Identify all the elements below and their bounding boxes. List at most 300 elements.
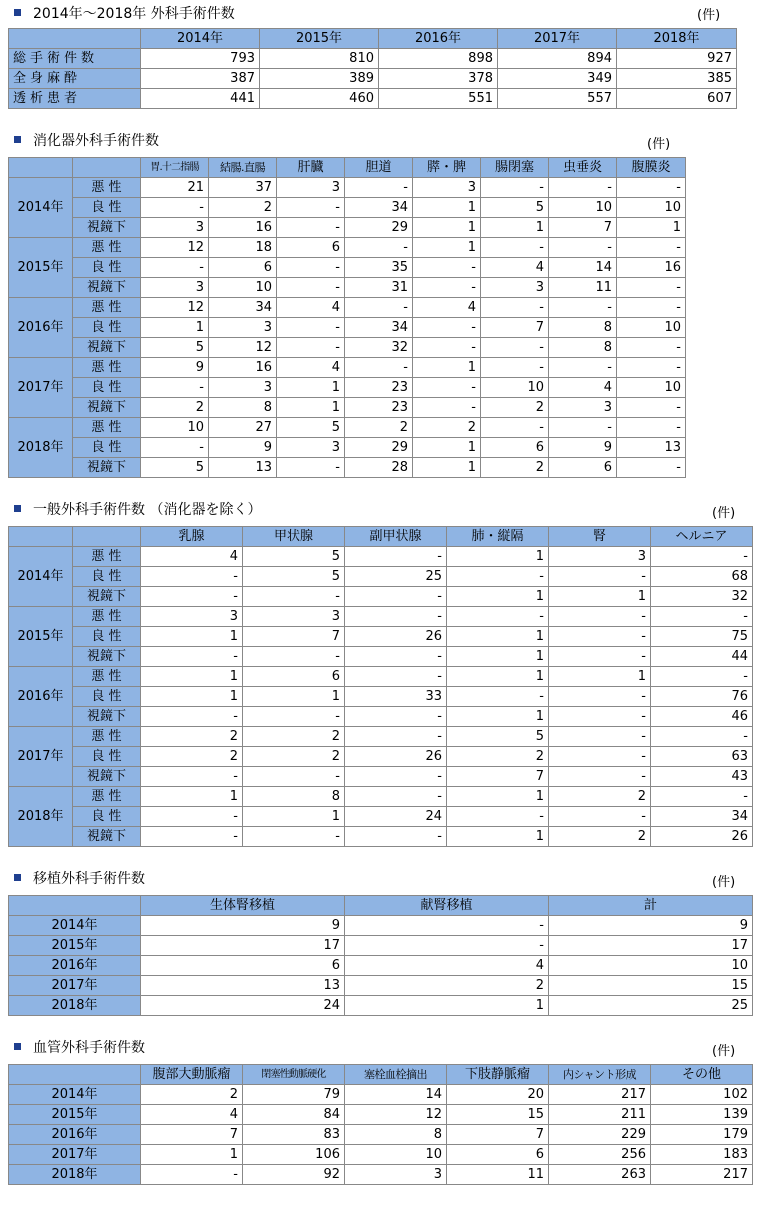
table-cell: -: [447, 687, 549, 707]
table-cell: 1: [447, 787, 549, 807]
table-cell: 13: [617, 438, 686, 458]
table-cell: -: [141, 767, 243, 787]
column-header: 内シャント形成: [549, 1065, 651, 1085]
table-cell: -: [345, 607, 447, 627]
table-row: [9, 218, 686, 238]
table-header-row: [9, 1065, 753, 1085]
table-row: [9, 238, 686, 258]
table-cell: 9: [141, 916, 345, 936]
table-cell: -: [243, 587, 345, 607]
row-header: 透析患者: [9, 89, 141, 109]
table-cell: -: [141, 707, 243, 727]
table-cell: 1: [277, 398, 345, 418]
table-cell: -: [345, 727, 447, 747]
table-cell: 6: [141, 956, 345, 976]
table-cell: -: [277, 198, 345, 218]
table-cell: 3: [277, 438, 345, 458]
table-cell: 10: [617, 378, 686, 398]
row-type-label: 良 性: [73, 318, 141, 338]
table-row: [9, 69, 737, 89]
table-cell: -: [413, 378, 481, 398]
transplant-surgery-table: [8, 895, 753, 1016]
table-cell: 9: [141, 358, 209, 378]
table-cell: -: [141, 378, 209, 398]
table-cell: -: [413, 338, 481, 358]
table-cell: 2: [345, 976, 549, 996]
year-label: 2016年: [9, 1125, 141, 1145]
table-cell: 63: [651, 747, 753, 767]
column-header: 胆道: [345, 158, 413, 178]
table-cell: -: [617, 278, 686, 298]
table-cell: 15: [549, 976, 753, 996]
table-row: [9, 667, 753, 687]
table-cell: 35: [345, 258, 413, 278]
row-type-label: 視鏡下: [73, 587, 141, 607]
table-cell: 7: [481, 318, 549, 338]
table-cell: 378: [379, 69, 498, 89]
column-header: 2017年: [498, 29, 617, 49]
year-label: 2018年: [9, 787, 73, 847]
table-cell: 5: [243, 567, 345, 587]
table-cell: 2: [481, 398, 549, 418]
year-label: 2014年: [9, 916, 141, 936]
column-header: 甲状腺: [243, 527, 345, 547]
table-cell: -: [617, 358, 686, 378]
table-row: [9, 547, 753, 567]
row-type-label: 悪 性: [73, 547, 141, 567]
table-cell: -: [345, 587, 447, 607]
year-label: 2014年: [9, 178, 73, 238]
table-cell: -: [277, 318, 345, 338]
table-cell: 10: [141, 418, 209, 438]
table-cell: 1: [447, 667, 549, 687]
table-cell: 10: [481, 378, 549, 398]
table-cell: 2: [481, 458, 549, 478]
table-cell: 2: [447, 747, 549, 767]
column-header: ヘルニア: [651, 527, 753, 547]
table-cell: 24: [345, 807, 447, 827]
section-2-title: 消化器外科手術件数: [14, 132, 159, 150]
table-cell: 5: [141, 458, 209, 478]
table-cell: -: [549, 727, 651, 747]
table-cell: 3: [549, 398, 617, 418]
table-cell: -: [651, 727, 753, 747]
table-cell: 8: [549, 318, 617, 338]
table-cell: 17: [141, 936, 345, 956]
table-row: [9, 338, 686, 358]
table-cell: 5: [277, 418, 345, 438]
table-row: [9, 1125, 753, 1145]
table-cell: -: [549, 298, 617, 318]
table-cell: 102: [651, 1085, 753, 1105]
year-label: 2017年: [9, 727, 73, 787]
column-header: 腸閉塞: [481, 158, 549, 178]
table-cell: 1: [447, 707, 549, 727]
table-row: [9, 587, 753, 607]
table-cell: 1: [413, 438, 481, 458]
row-type-label: 良 性: [73, 687, 141, 707]
table-cell: 441: [141, 89, 260, 109]
column-header: 下肢静脈瘤: [447, 1065, 549, 1085]
table-cell: 15: [447, 1105, 549, 1125]
table-row: [9, 567, 753, 587]
table-cell: 349: [498, 69, 617, 89]
table-cell: 3: [209, 318, 277, 338]
table-cell: 6: [481, 438, 549, 458]
table-cell: -: [481, 298, 549, 318]
table-cell: 3: [549, 547, 651, 567]
table-cell: 1: [141, 318, 209, 338]
table-cell: 557: [498, 89, 617, 109]
bullet-square-icon: [14, 9, 21, 16]
table-cell: -: [345, 787, 447, 807]
table-cell: 25: [549, 996, 753, 1016]
table-cell: -: [617, 298, 686, 318]
table-cell: 9: [209, 438, 277, 458]
column-header: 結腸.直腸: [209, 158, 277, 178]
table-cell: 92: [243, 1165, 345, 1185]
table-cell: -: [447, 807, 549, 827]
unit-label: (件): [697, 8, 721, 23]
table-cell: 551: [379, 89, 498, 109]
table-cell: 898: [379, 49, 498, 69]
table-cell: 2: [243, 727, 345, 747]
table-row: [9, 627, 753, 647]
column-header: 膵・脾: [413, 158, 481, 178]
row-type-label: 視鏡下: [73, 218, 141, 238]
table-cell: 76: [651, 687, 753, 707]
table-cell: 3: [481, 278, 549, 298]
column-header: 2018年: [617, 29, 737, 49]
unit-label: (件): [712, 506, 736, 521]
table-cell: 1: [447, 587, 549, 607]
unit-label: (件): [712, 1044, 736, 1059]
table-cell: 179: [651, 1125, 753, 1145]
table-cell: 256: [549, 1145, 651, 1165]
table-cell: 31: [345, 278, 413, 298]
row-type-label: 悪 性: [73, 358, 141, 378]
table-cell: 23: [345, 378, 413, 398]
table-cell: 389: [260, 69, 379, 89]
table-cell: 7: [243, 627, 345, 647]
row-type-label: 良 性: [73, 198, 141, 218]
table-cell: 34: [345, 198, 413, 218]
table-cell: 2: [141, 1085, 243, 1105]
table-cell: -: [549, 767, 651, 787]
bullet-square-icon: [14, 505, 21, 512]
table-cell: -: [549, 607, 651, 627]
table-cell: 44: [651, 647, 753, 667]
table-cell: -: [549, 358, 617, 378]
table-cell: -: [549, 647, 651, 667]
table-cell: 10: [617, 318, 686, 338]
table-cell: 3: [413, 178, 481, 198]
table-cell: -: [413, 278, 481, 298]
column-header: 生体腎移植: [141, 896, 345, 916]
table-cell: -: [243, 827, 345, 847]
table-cell: 217: [549, 1085, 651, 1105]
table-cell: 11: [447, 1165, 549, 1185]
table-cell: -: [141, 1165, 243, 1185]
table-cell: 8: [243, 787, 345, 807]
section-1-title: 2014年～2018年 外科手術件数: [14, 5, 235, 23]
table-cell: 3: [141, 278, 209, 298]
table-cell: 3: [277, 178, 345, 198]
table-row: [9, 178, 686, 198]
table-row: [9, 787, 753, 807]
column-header: 副甲状腺: [345, 527, 447, 547]
table-cell: 211: [549, 1105, 651, 1125]
table-cell: 34: [209, 298, 277, 318]
table-row: [9, 827, 753, 847]
table-cell: -: [345, 647, 447, 667]
year-label: 2016年: [9, 956, 141, 976]
table-cell: 1: [447, 647, 549, 667]
table-cell: -: [651, 787, 753, 807]
table-header-row: [9, 158, 686, 178]
table-cell: 4: [345, 956, 549, 976]
table-cell: -: [549, 567, 651, 587]
column-header: 腹膜炎: [617, 158, 686, 178]
table-cell: 32: [345, 338, 413, 358]
table-cell: 1: [243, 687, 345, 707]
table-cell: 5: [447, 727, 549, 747]
table-cell: 4: [549, 378, 617, 398]
table-row: [9, 1085, 753, 1105]
table-cell: 25: [345, 567, 447, 587]
table-cell: 4: [481, 258, 549, 278]
table-row: [9, 767, 753, 787]
table-cell: -: [243, 767, 345, 787]
row-header: 全身麻酔: [9, 69, 141, 89]
row-type-label: 良 性: [73, 567, 141, 587]
row-type-label: 視鏡下: [73, 767, 141, 787]
table-cell: -: [617, 418, 686, 438]
table-row: [9, 976, 753, 996]
table-cell: 9: [549, 438, 617, 458]
vascular-surgery-table: [8, 1064, 753, 1185]
table-cell: 106: [243, 1145, 345, 1165]
table-cell: -: [549, 687, 651, 707]
table-header-row: [9, 896, 753, 916]
table-cell: 1: [141, 787, 243, 807]
column-header: 肺・縦隔: [447, 527, 549, 547]
table-cell: -: [141, 567, 243, 587]
table-cell: -: [413, 318, 481, 338]
table-cell: 1: [345, 996, 549, 1016]
table-row: [9, 647, 753, 667]
table-row: [9, 996, 753, 1016]
table-cell: 3: [141, 218, 209, 238]
table-cell: -: [141, 587, 243, 607]
table-cell: -: [243, 707, 345, 727]
section-5-title: 血管外科手術件数: [14, 1039, 145, 1057]
row-type-label: 視鏡下: [73, 278, 141, 298]
row-type-label: 悪 性: [73, 667, 141, 687]
table-cell: 3: [243, 607, 345, 627]
table-cell: -: [345, 547, 447, 567]
year-label: 2015年: [9, 238, 73, 298]
table-row: [9, 1165, 753, 1185]
table-cell: 1: [447, 827, 549, 847]
table-cell: -: [345, 358, 413, 378]
table-cell: -: [447, 607, 549, 627]
table-cell: 16: [209, 218, 277, 238]
table-cell: 46: [651, 707, 753, 727]
table-cell: 7: [141, 1125, 243, 1145]
table-row: [9, 358, 686, 378]
total-surgery-table: [8, 28, 737, 109]
table-cell: -: [617, 238, 686, 258]
table-cell: 32: [651, 587, 753, 607]
row-type-label: 視鏡下: [73, 647, 141, 667]
table-cell: -: [481, 178, 549, 198]
row-type-label: 悪 性: [73, 418, 141, 438]
table-cell: 6: [549, 458, 617, 478]
bullet-square-icon: [14, 1043, 21, 1050]
table-cell: 9: [549, 916, 753, 936]
table-cell: -: [345, 238, 413, 258]
column-header: 計: [549, 896, 753, 916]
table-cell: 34: [651, 807, 753, 827]
table-row: [9, 278, 686, 298]
column-header: 腹部大動脈瘤: [141, 1065, 243, 1085]
table-cell: 1: [617, 218, 686, 238]
table-row: [9, 89, 737, 109]
year-label: 2016年: [9, 667, 73, 727]
table-cell: 28: [345, 458, 413, 478]
row-type-label: 悪 性: [73, 727, 141, 747]
general-surgery-table: [8, 526, 753, 847]
table-cell: 2: [243, 747, 345, 767]
table-cell: 1: [141, 687, 243, 707]
year-label: 2017年: [9, 976, 141, 996]
bullet-square-icon: [14, 874, 21, 881]
table-row: [9, 916, 753, 936]
row-type-label: 良 性: [73, 807, 141, 827]
table-cell: -: [141, 647, 243, 667]
table-cell: 21: [141, 178, 209, 198]
table-cell: -: [277, 278, 345, 298]
year-label: 2018年: [9, 418, 73, 478]
section-4-title: 移植外科手術件数: [14, 870, 145, 888]
table-row: [9, 458, 686, 478]
row-type-label: 良 性: [73, 258, 141, 278]
table-cell: 4: [277, 298, 345, 318]
table-cell: 3: [209, 378, 277, 398]
table-row: [9, 258, 686, 278]
table-cell: 1: [141, 627, 243, 647]
digestive-surgery-table: [8, 157, 686, 478]
table-cell: 7: [549, 218, 617, 238]
table-cell: -: [617, 178, 686, 198]
table-cell: 37: [209, 178, 277, 198]
table-cell: 26: [651, 827, 753, 847]
table-cell: 1: [413, 218, 481, 238]
table-cell: 29: [345, 218, 413, 238]
year-label: 2018年: [9, 996, 141, 1016]
year-label: 2015年: [9, 1105, 141, 1125]
table-cell: 17: [549, 936, 753, 956]
table-cell: 1: [447, 547, 549, 567]
table-cell: 79: [243, 1085, 345, 1105]
column-header: 2014年: [141, 29, 260, 49]
table-cell: 793: [141, 49, 260, 69]
row-type-label: 悪 性: [73, 298, 141, 318]
table-cell: 2: [209, 198, 277, 218]
column-header: その他: [651, 1065, 753, 1085]
table-row: [9, 198, 686, 218]
table-cell: -: [345, 936, 549, 956]
year-label: 2014年: [9, 1085, 141, 1105]
unit-label: (件): [712, 875, 736, 890]
table-cell: -: [549, 418, 617, 438]
year-label: 2015年: [9, 607, 73, 667]
table-cell: 12: [209, 338, 277, 358]
table-cell: -: [141, 258, 209, 278]
table-cell: -: [549, 178, 617, 198]
table-cell: 18: [209, 238, 277, 258]
table-cell: 1: [447, 627, 549, 647]
table-cell: -: [277, 458, 345, 478]
table-cell: 43: [651, 767, 753, 787]
table-cell: -: [345, 767, 447, 787]
table-cell: 7: [447, 1125, 549, 1145]
table-cell: 8: [209, 398, 277, 418]
column-header: 胃.十二指腸: [141, 158, 209, 178]
table-cell: 1: [413, 238, 481, 258]
table-row: [9, 807, 753, 827]
row-type-label: 良 性: [73, 747, 141, 767]
table-cell: 460: [260, 89, 379, 109]
table-cell: 6: [209, 258, 277, 278]
table-cell: -: [481, 338, 549, 358]
table-cell: -: [277, 218, 345, 238]
table-cell: -: [141, 807, 243, 827]
table-cell: -: [549, 238, 617, 258]
column-header: 2016年: [379, 29, 498, 49]
table-cell: 2: [141, 747, 243, 767]
table-cell: -: [549, 627, 651, 647]
table-cell: 10: [209, 278, 277, 298]
table-cell: 29: [345, 438, 413, 458]
table-cell: -: [345, 298, 413, 318]
table-cell: 385: [617, 69, 737, 89]
table-cell: 7: [447, 767, 549, 787]
table-cell: 1: [413, 358, 481, 378]
table-row: [9, 378, 686, 398]
table-row: [9, 707, 753, 727]
table-cell: 12: [345, 1105, 447, 1125]
row-type-label: 視鏡下: [73, 398, 141, 418]
column-header: 肝臓: [277, 158, 345, 178]
table-cell: -: [549, 807, 651, 827]
column-header: 献腎移植: [345, 896, 549, 916]
table-row: [9, 1105, 753, 1125]
table-cell: 1: [141, 667, 243, 687]
table-row: [9, 298, 686, 318]
table-cell: 607: [617, 89, 737, 109]
table-cell: -: [617, 338, 686, 358]
table-cell: 387: [141, 69, 260, 89]
table-cell: -: [345, 707, 447, 727]
year-label: 2016年: [9, 298, 73, 358]
table-cell: -: [481, 358, 549, 378]
table-cell: 26: [345, 627, 447, 647]
table-cell: -: [141, 198, 209, 218]
table-cell: -: [243, 647, 345, 667]
table-cell: 1: [277, 378, 345, 398]
